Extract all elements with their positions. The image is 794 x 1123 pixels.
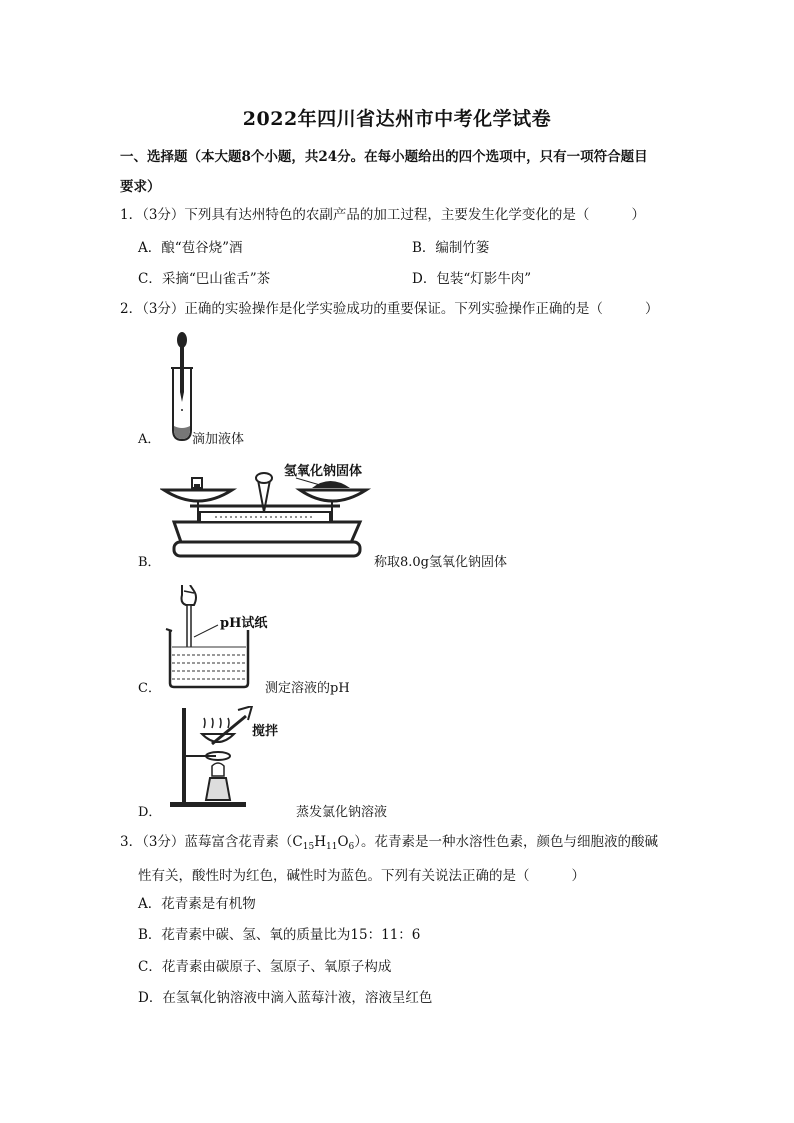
question-3-paren-end: ） (571, 868, 585, 884)
question-1-option-b: B．编制竹篓 (412, 240, 490, 256)
formula-o: O (337, 834, 349, 850)
balance-figure-label: 氢氧化钠固体 (284, 464, 363, 479)
formula-sub-11: 11 (326, 842, 338, 852)
question-2-option-a-letter: A． (138, 432, 161, 447)
question-3-line2 (120, 862, 695, 891)
question-3-stem (120, 828, 695, 891)
question-3-option-c: C．花青素由碳原子、氢原子、氧原子构成 (138, 959, 392, 975)
question-3-line1 (120, 828, 695, 862)
question-3-line2-text: 性有关，酸性时为红色，碱性时为蓝色。下列有关说法正确的是（ (138, 868, 530, 884)
formula-sub-6: 6 (348, 842, 355, 852)
section-heading-line2: 要求） (120, 179, 161, 195)
question-3-text-a: 3．（3分）蓝莓富含花青素（C (120, 834, 303, 850)
question-1-option-d: D．包装“灯影牛肉” (412, 271, 532, 287)
question-2-option-d-text: 蒸发氯化钠溶液 (296, 805, 388, 820)
question-3-option-b: B．花青素中碳、氢、氧的质量比为15：11：6 (138, 927, 421, 943)
formula-h: H (314, 834, 326, 850)
question-2-option-a-text: 滴加液体 (192, 432, 245, 447)
question-2-option-c-text: 测定溶液的pH (265, 681, 350, 696)
question-3-option-a: A．花青素是有机物 (138, 896, 256, 912)
stir-label: 搅拌 (252, 724, 279, 739)
question-2-option-b-letter: B． (138, 555, 161, 570)
question-2-paren-end: ） (644, 301, 659, 317)
page-title: 2022年四川省达州市中考化学试卷 (242, 108, 552, 130)
question-1-paren-end: ） (631, 207, 645, 223)
question-2-option-d-letter: D． (138, 805, 162, 820)
question-1-stem (120, 201, 695, 230)
question-1-text: 1．（3分）下列具有达州特色的农副产品的加工过程，主要发生化学变化的是（ (120, 207, 590, 223)
beaker-ph-paper-figure (160, 585, 260, 690)
ph-paper-label: pH试纸 (220, 616, 268, 631)
section-heading-line1: 一、选择题（本大题8个小题，共24分。在每小题给出的四个选项中，只有一项符合题目 (120, 149, 648, 165)
question-1-option-c: C．采摘“巴山雀舌”茶 (138, 271, 271, 287)
question-3-text-b: ）。花青素是一种水溶性色素，颜色与细胞液的酸碱 (354, 834, 659, 850)
evaporation-figure (164, 706, 264, 810)
formula-sub-15: 15 (302, 842, 315, 852)
question-1-option-a: A．酿“苞谷烧”酒 (138, 240, 243, 256)
section-heading (120, 142, 680, 202)
question-2-stem (120, 295, 695, 324)
question-3-option-d: D．在氢氧化钠溶液中滴入蓝莓汁液，溶液呈红色 (138, 990, 433, 1006)
question-2-text: 2．（3分）正确的实验操作是化学实验成功的重要保证。下列实验操作正确的是（ (120, 301, 603, 317)
question-2-option-c-letter: C． (138, 681, 161, 696)
question-2-option-b-text: 称取8.0g氢氧化钠固体 (374, 555, 507, 570)
